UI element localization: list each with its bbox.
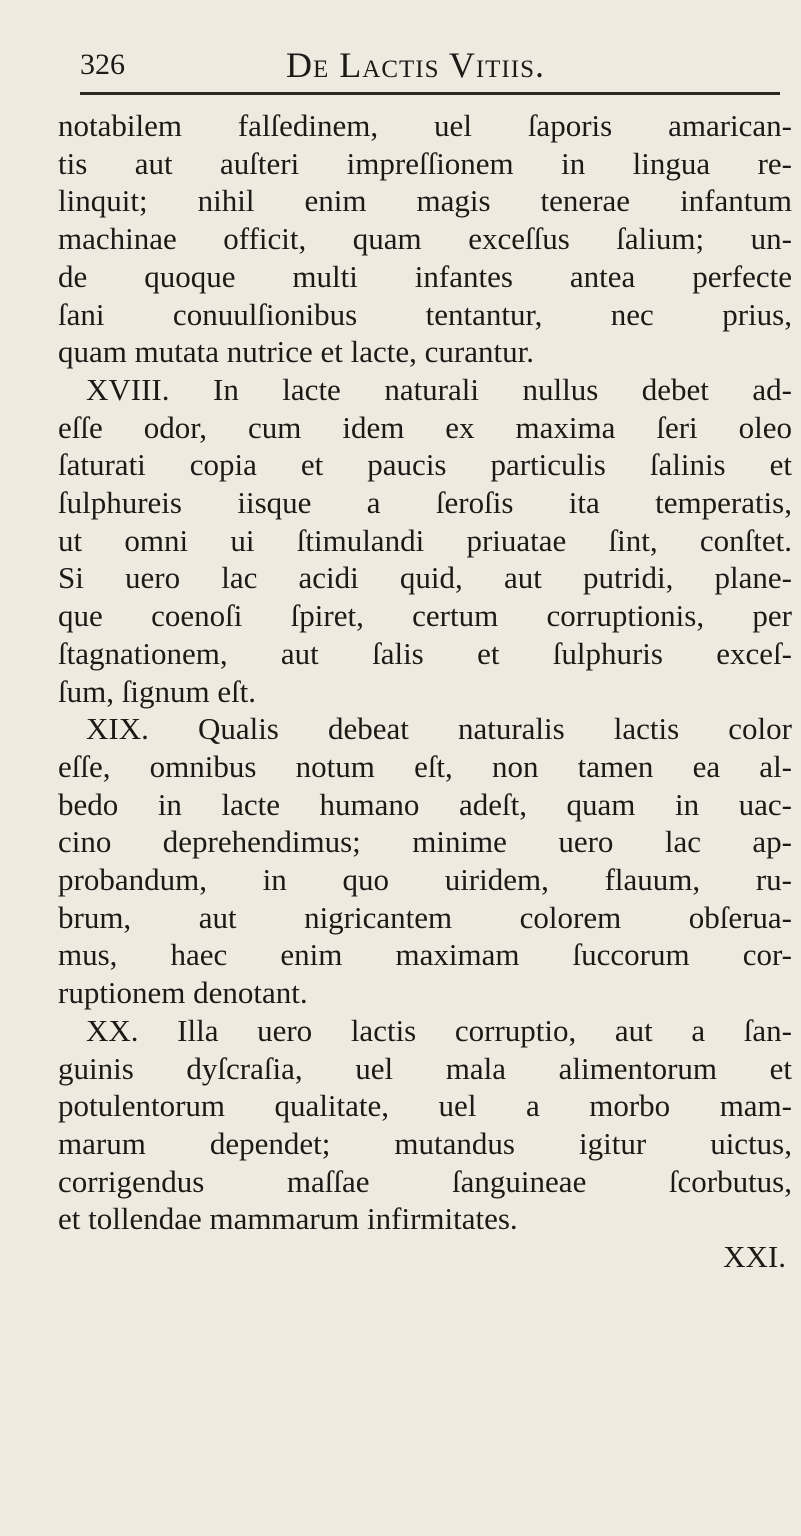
catchword: XXI. — [723, 1239, 786, 1275]
text-line: cino deprehendimus; minime uero lac ap- — [58, 824, 792, 860]
page-number: 326 — [80, 48, 125, 81]
text-line: brum, aut nigricantem colorem obſerua- — [58, 899, 792, 935]
text-line: tis aut auſteri impreſſionem in lingua re- — [58, 145, 792, 181]
text-line: ruptionem denotant. — [58, 975, 308, 1011]
page-header — [58, 38, 771, 92]
text-line: ſani conuulſionibus tentantur, nec prius, — [58, 296, 792, 332]
text-line: mus, haec enim maximam ſuccorum cor- — [58, 937, 792, 973]
text-line: ſulphureis iisque a ſeroſis ita temperatis, — [58, 485, 792, 521]
text-line: quam mutata nutrice et lacte, curantur. — [58, 334, 534, 370]
header-rule — [80, 92, 780, 95]
body-text — [58, 107, 792, 1238]
text-line: eſſe, omnibus notum eſt, non tamen ea al- — [58, 748, 792, 784]
paragraph-start-xviii: XVIII. In lacte naturali nullus debet ad- — [86, 371, 792, 407]
text-line: ſum, ſignum eſt. — [58, 673, 257, 709]
text-line: machinae officit, quam exceſſus ſalium; un- — [58, 221, 792, 257]
paragraph-start-xx: XX. Illa uero lactis corruptio, aut a ſan- — [86, 1012, 792, 1048]
text-line: que coenoſi ſpiret, certum corruptionis, per — [58, 598, 792, 634]
text-line: ſtagnationem, aut ſalis et ſulphuris exceſ- — [58, 635, 792, 671]
text-line: potulentorum qualitate, uel a morbo mam- — [58, 1088, 792, 1124]
text-line: marum dependet; mutandus igitur uictus, — [58, 1125, 792, 1161]
text-line: Si uero lac acidi quid, aut putridi, plane- — [58, 560, 792, 596]
paragraph-start-xix: XIX. Qualis debeat naturalis lactis color — [86, 711, 792, 747]
text-line: ſaturati copia et paucis particulis ſalinis et — [58, 447, 792, 483]
text-line: et tollendae mammarum infirmitates. — [58, 1201, 518, 1237]
running-head: De Lactis Vitiis. — [286, 45, 545, 85]
text-line: notabilem falſedinem, uel ſaporis amarican- — [58, 108, 792, 143]
text-line: eſſe odor, cum idem ex maxima ſeri oleo — [58, 409, 792, 445]
text-line: probandum, in quo uiridem, flauum, ru- — [58, 862, 792, 898]
text-line: bedo in lacte humano adeſt, quam in uac- — [58, 786, 792, 822]
text-line: ut omni ui ſtimulandi priuatae ſint, conſtet. — [58, 522, 792, 558]
text-line: guinis dyſcraſia, uel mala alimentorum et — [58, 1050, 792, 1086]
text-line: corrigendus maſſae ſanguineae ſcorbutus, — [58, 1163, 792, 1199]
text-line: linquit; nihil enim magis tenerae infantum — [58, 183, 792, 219]
text-line: de quoque multi infantes antea perfecte — [58, 258, 792, 294]
